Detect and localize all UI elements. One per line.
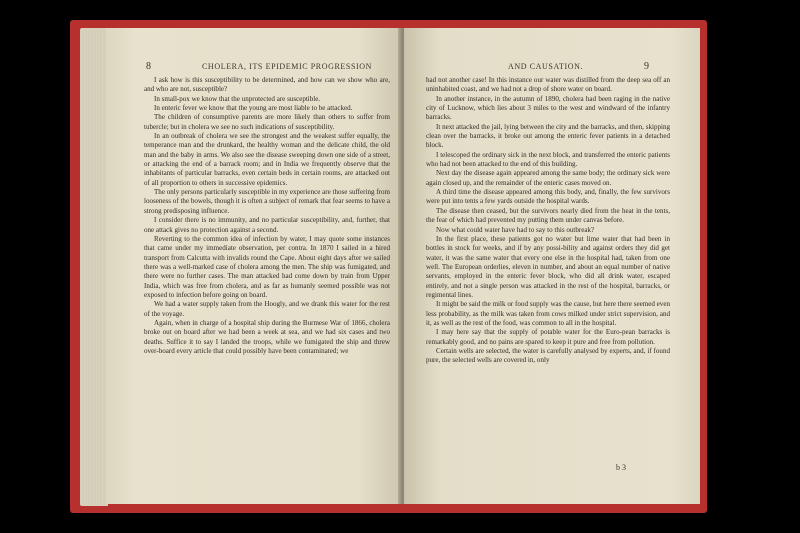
paragraph: In an outbreak of cholera we see the strongest and the weakest suffer equally, the temperance man and the drunkard, the healthy woman and the delicate child, the old man and the baby in arms. We also see the disease sweeping down one side of a street, or attacking the end of a barrack room; and in India we frequently observe that the inhabitants of particular barracks, even certain beds in certain rooms, are attacked out of all proportion to others in successive epidemics. <box>144 132 390 187</box>
paragraph: I telescoped the ordinary sick in the next block, and transferred the enteric patients who had not been attacked to the end of this building. <box>426 150 670 169</box>
paragraph: Reverting to the common idea of infection by water, I may quote some instances that came under my immediate observation, per contra. In 1870 I sailed in a hired transport from Calcutta with invalids round the Cape. About eight days after we sailed there was a well-marked case of cholera among the men. The ship was fumigated, and there were no further cases. The man attacked had come down by train from Upper India, which was free from cholera, and as far as humanly seemed possible was not exposed to infection before going on board. <box>144 234 390 299</box>
left-running-head: CHOLERA, ITS EPIDEMIC PROGRESSION <box>202 62 373 71</box>
paragraph: Now what could water have had to say to this outbreak? <box>436 225 595 234</box>
paragraph: I may here say that the supply of potable water for the Euro-pean barracks is remarkably good, and no pains are spared to keep it pure and free from pollution. <box>426 328 670 346</box>
paragraph: The disease then ceased, but the survivors nearly died from the heat in the tents, the fear of which had prevented my putting them under canvas before. <box>426 206 670 225</box>
paragraph: Again, when in charge of a hospital ship during the Burmese War of 1866, cholera broke out on board after we had been a week at sea, and we had six cases and two deaths. Suffice it to say I landed the troops, while we fumigated the ship and threw over-board every article that could possibly have been contaminated; we <box>144 318 390 355</box>
left-page-number: 8 <box>146 61 152 72</box>
paragraph: The only persons particularly susceptible in my experience are those suffering from looseness of the bowels, though it is often a subject of remark that fear seems to have a strong predisposing influence. <box>144 188 390 215</box>
page-edges <box>80 28 108 506</box>
paragraph: The children of consumptive parents are more likely than others to suffer from tubercle; but in cholera we see no such indications of susceptibility. <box>144 113 390 131</box>
paragraph: In small-pox we know that the unprotected are susceptible. <box>154 94 321 103</box>
paragraph: In the first place, these patients got no water but lime water that had been in bottles in stock for weeks, and if by any possi-bility and against orders they did get water, it was the same water that every one else in the hospital had, taken from one well. The European orderlies, eleven in number, and about an equal number of native servants, employed in the enteric fever block, who did all drink water, escaped entirely, and not a single person was attacked in the rest of the hospital, barracks, or regimental lines. <box>426 234 670 299</box>
right-body-text <box>426 76 670 366</box>
right-running-head: AND CAUSATION. <box>508 62 584 71</box>
left-body-text <box>144 76 390 356</box>
right-page-number: 9 <box>644 61 650 72</box>
paragraph: We had a water supply taken from the Hoogly, and we drank this water for the rest of the voyage. <box>144 300 390 318</box>
paragraph: A third time the disease appeared among this body, and, finally, the few survivors were put into tents a few yards outside the hospital wards. <box>426 188 670 206</box>
paragraph: I consider there is no immunity, and no particular susceptibility, and, further, that one attack gives no protection against a second. <box>144 216 390 234</box>
paragraph: Next day the disease again appeared among the same body; the ordinary sick were again closed up, and the remainder of the enteric cases moved on. <box>426 169 670 187</box>
left-page <box>106 28 402 504</box>
paragraph: In another instance, in the autumn of 1890, cholera had been raging in the native city of Lucknow, which lies about 3 miles to the west and windward of the infantry barracks. <box>426 94 670 122</box>
paragraph: It next attacked the jail, lying between the city and the barracks, and then, skipping clean over the barracks, it broke out among the enteric fever patients in a detached block. <box>426 122 670 150</box>
paragraph: I ask how is this susceptibility to be determined, and how can we show who are, and who are not, susceptible? <box>144 76 390 94</box>
signature-mark: b 3 <box>616 463 626 472</box>
paragraph: Certain wells are selected, the water is carefully analysed by experts, and, if found pure, the selected wells are covered in, only <box>426 346 670 365</box>
paragraph: had not another case! In this instance our water was distilled from the deep sea off an uninhabited coast, and we had not a drop of shore water on board. <box>426 76 670 94</box>
right-page <box>404 28 700 504</box>
paragraph: It might be said the milk or food supply was the cause, but here there seemed even less probability, as the milk was taken from cows milked under strict supervision, and it, as well as the rest of the food, was common to all in the hospital. <box>426 300 670 327</box>
paragraph: In enteric fever we know that the young are most liable to be attacked. <box>154 104 353 113</box>
